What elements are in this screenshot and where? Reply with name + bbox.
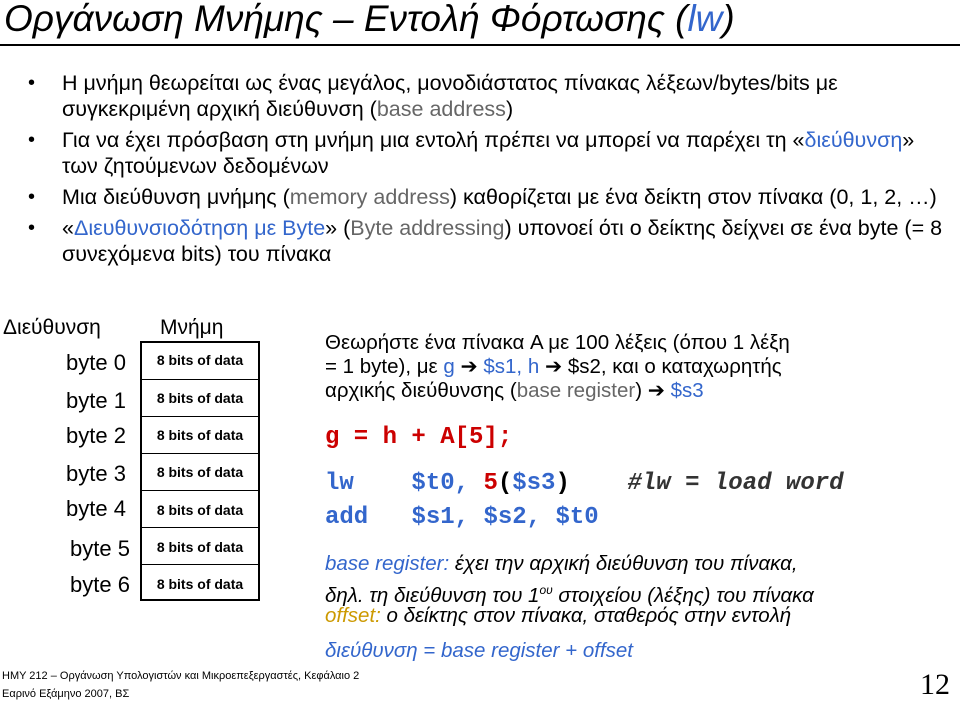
bullet-text: Για να έχει πρόσβαση στη μνήμη μια εντολή πρέπει να μπορεί να παρέχει τη «	[62, 128, 805, 152]
address-label: byte 2	[66, 423, 126, 448]
bullet-text: memory address	[289, 185, 450, 209]
lw-comment: #lw = load word	[627, 470, 844, 497]
bullet-item	[28, 127, 953, 179]
base-register-term: base register	[516, 379, 636, 402]
note-formula: διεύθυνση = base register + offset	[325, 639, 633, 662]
address-label: byte 3	[66, 461, 126, 486]
var-h: h	[527, 355, 540, 378]
memory-cell: 8 bits of data	[156, 464, 244, 480]
memory-header: Μνήμη	[160, 316, 224, 339]
cell-divider	[142, 416, 258, 417]
example-line-2c: $s2, και ο καταχωρητής	[562, 355, 782, 378]
example-line-2: = 1 byte), με g ➔ $s1, h ➔ $s2, και ο καταχωρητής	[325, 355, 782, 378]
memory-cell: 8 bits of data	[156, 427, 244, 443]
add-args: $s1, $s2, $t0	[411, 504, 599, 531]
memory-cell: 8 bits of data	[156, 502, 244, 518]
bullet-text: διεύθυνση	[804, 128, 903, 152]
bullet-text: » των ζητούμενων δεδομένων	[62, 128, 915, 178]
note-line-1: base register: έχει την αρχική διεύθυνση του πίνακα,	[325, 552, 798, 575]
bullet-dot-icon: •	[28, 72, 36, 94]
title-lw: lw	[687, 0, 723, 39]
address-label: byte 6	[70, 572, 130, 597]
cell-divider	[142, 527, 258, 528]
arrow-icon: ➔	[544, 355, 563, 378]
footer-course: ΗΜΥ 212 – Οργάνωση Υπολογιστών και Μικροεπεξεργαστές, Κεφάλαιο 2	[2, 670, 360, 682]
bullet-text: «	[62, 216, 74, 240]
c-statement: g = h + A[5];	[325, 424, 513, 451]
title-close: )	[722, 0, 735, 39]
note-line-2: δηλ. τη διεύθυνση του $1^{o\upsilon}$ στοιχείου (λέξης) του πίνακα	[325, 583, 814, 607]
arrow-icon: ➔	[460, 355, 478, 378]
lw-base-register: $s3	[512, 470, 556, 497]
arrow-icon: ➔	[647, 379, 665, 402]
add-instruction	[325, 504, 599, 531]
memory-cell: 8 bits of data	[156, 539, 244, 555]
bullet-dot-icon: •	[28, 217, 36, 239]
bullet-text: Μια διεύθυνση μνήμης (	[62, 185, 290, 209]
cell-divider	[142, 564, 258, 565]
address-label: byte 0	[66, 350, 126, 375]
bullet-dot-icon: •	[28, 129, 36, 151]
bullet-text: )	[505, 97, 514, 121]
bullet-text: Byte addressing	[350, 216, 505, 240]
memory-cell: 8 bits of data	[156, 576, 244, 592]
footer-term: Εαρινό Εξάμηνο 2007, ΒΣ	[2, 688, 130, 700]
lw-opcode: lw	[325, 470, 354, 497]
bullet-text: ) υπονοεί ότι ο δείκτης δείχνει σε ένα byte (= 8 συνεχόμενα bits) του πίνακα	[62, 216, 943, 266]
address-label: byte 5	[70, 536, 130, 561]
note-line-3: offset: ο δείκτης στον πίνακα, σταθερός στην εντολή	[325, 604, 792, 627]
slide-title	[4, 0, 735, 40]
bullet-text: ) καθορίζεται με ένα δείκτη στον πίνακα (0, 1, 2, …)	[449, 185, 937, 209]
example-line-3: αρχικής διεύθυνσης (base register) ➔ $s3	[325, 379, 704, 402]
add-opcode: add	[325, 504, 369, 531]
memory-table	[140, 341, 260, 601]
bullet-list	[28, 70, 953, 272]
bullet-item	[28, 70, 953, 122]
bullet-text: » (	[325, 216, 351, 240]
bullet-text: Η μνήμη θεωρείται ως ένας μεγάλος, μονοδιάστατος πίνακας λέξεων/bytes/bits με συγκεκριμένη αρχική διεύθυνση (	[62, 71, 838, 121]
cell-divider	[142, 490, 258, 491]
address-label: byte 1	[66, 388, 126, 413]
page-number: 12	[920, 668, 950, 701]
memory-cell: 8 bits of data	[156, 352, 244, 368]
cell-divider	[142, 453, 258, 454]
cell-divider	[142, 379, 258, 380]
bullet-dot-icon: •	[28, 186, 36, 208]
lw-offset: 5	[483, 470, 498, 497]
address-label: byte 4	[66, 496, 126, 521]
bullet-item	[28, 184, 953, 210]
address-header: Διεύθυνση	[3, 316, 101, 339]
title-main: Οργάνωση Μνήμης – Εντολή Φόρτωσης (	[4, 0, 688, 39]
bullet-text: Διευθυνσιοδότηση με Byte	[73, 216, 326, 240]
bullet-item	[28, 215, 953, 267]
memory-cell: 8 bits of data	[156, 390, 244, 406]
bullet-text: base address	[376, 97, 506, 121]
var-g: g	[443, 355, 455, 378]
title-divider	[0, 44, 960, 46]
example-line-1: Θεωρήστε ένα πίνακα A με 100 λέξεις (όπου 1 λέξη	[325, 331, 790, 354]
lw-instruction: lw $t0, 5($s3) #lw = load word	[325, 470, 844, 497]
